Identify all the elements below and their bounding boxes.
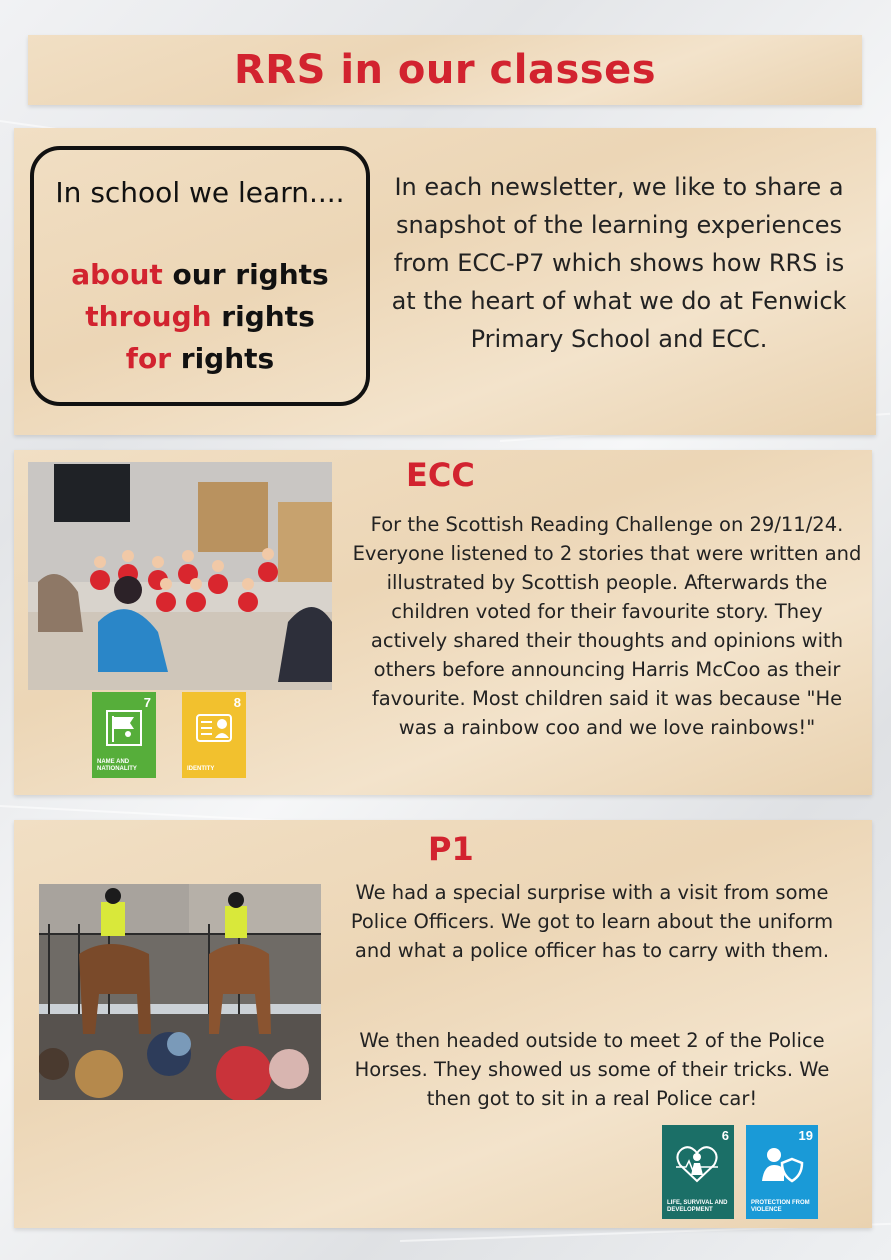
badge-number: 8: [233, 695, 241, 710]
p1-paragraph-2: We then headed outside to meet 2 of the Police Horses. They showed us some of their tricks. We then got to sit in a real Police car!: [354, 1029, 830, 1110]
badge-number: 19: [798, 1128, 813, 1143]
heartbeat-person-icon: [674, 1141, 720, 1187]
badge-number: 6: [721, 1128, 729, 1143]
p1-paragraph-1: We had a special surprise with a visit from some Police Officers. We got to learn about the uniform and what a police officer has to carry with them.: [350, 881, 834, 962]
ecc-text: For the Scottish Reading Challenge on 29/11/24. Everyone listened to 2 stories that were written and illustrated by Scottish people. Afterwards the children voted for their favourite story. They actively shared their thoughts and opinions with others before announcing Harris McCoo as their favourite. Most children said it was because "He was a rainbow coo and we love rainbows!": [352, 513, 862, 739]
flag-person-icon: [104, 708, 144, 748]
learn-phrase: our rights: [172, 258, 329, 291]
learn-phrase: rights: [221, 300, 315, 333]
rights-badge-6: [662, 1125, 734, 1219]
p1-panel: [14, 820, 872, 1228]
badge-number: 7: [143, 695, 151, 710]
badge-label: IDENTITY: [187, 766, 215, 772]
intro-panel: [14, 128, 876, 435]
ecc-heading: ECC: [406, 456, 475, 494]
rights-badge-7: [92, 692, 156, 778]
rights-badge-19: [746, 1125, 818, 1219]
p1-police-horses-photo: [39, 884, 321, 1100]
learn-keyword: for: [125, 342, 172, 375]
ecc-panel: [14, 450, 872, 795]
badge-label: LIFE, SURVIVAL AND DEVELOPMENT: [667, 1200, 728, 1213]
title-banner: [28, 35, 862, 105]
shield-person-icon: [758, 1141, 804, 1187]
intro-text: In each newsletter, we like to share a snapshot of the learning experiences from ECC-P7 which shows how RRS is at the heart of what we do at Fenwick Primary School and ECC.: [391, 173, 847, 353]
rights-badge-8: [182, 692, 246, 778]
learn-keyword: about: [71, 258, 163, 291]
learn-phrase: rights: [180, 342, 275, 375]
learn-line-for: [34, 342, 366, 375]
learn-line-about: [34, 258, 366, 291]
badge-label: PROTECTION FROM VIOLENCE: [751, 1200, 810, 1213]
learn-box: [30, 146, 370, 406]
learn-keyword: through: [85, 300, 212, 333]
p1-heading: P1: [428, 830, 474, 868]
badge-label: NAME AND NATIONALITY: [97, 759, 137, 772]
page-title: RRS in our classes: [233, 47, 657, 93]
id-card-icon: [194, 708, 234, 748]
learn-box-heading: In school we learn....: [55, 176, 345, 209]
learn-line-through: [34, 300, 366, 333]
ecc-class-photo: [28, 462, 332, 690]
